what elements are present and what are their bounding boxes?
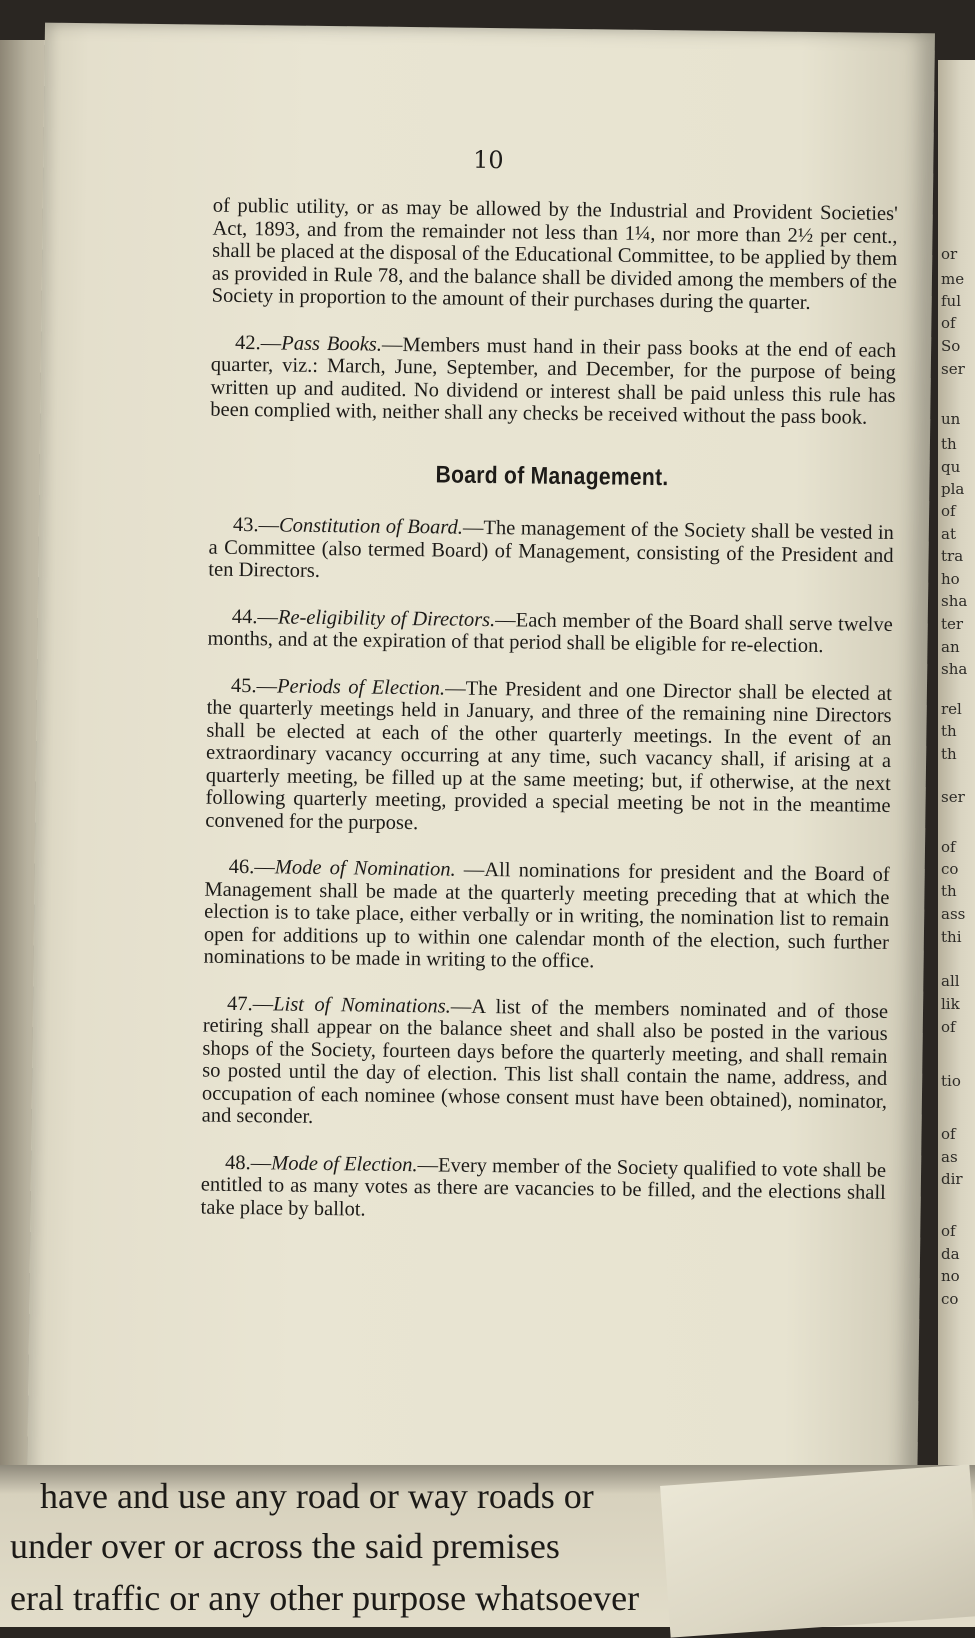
facing-page-fragment: as — [941, 1148, 958, 1166]
rule-text: —The management of the Society shall be vested in a Committee (also termed Board) of Management, consisting of the President and ten Directors. — [208, 516, 894, 582]
rule-title: Mode of Election. — [271, 1151, 418, 1176]
rule-47 — [202, 992, 889, 1135]
facing-page-fragment: dir — [941, 1170, 963, 1188]
facing-page-fragment: an — [941, 638, 960, 656]
facing-page-fragment: me — [941, 270, 965, 288]
rule-title: List of Nominations. — [273, 992, 451, 1018]
rule-42 — [210, 331, 896, 429]
rule-text: —Members must hand in their pass books at the end of each quarter, viz.: March, June, September, and December, for the purpose of being written up and audited. No dividend or interest shall be paid unless this rule has been complied with, neither shall any checks be received without the pass book. — [210, 333, 897, 429]
rule-text: —Every member of the Society qualified to vote shall be entitled to as many votes as there are vacancies to be filled, and the elections shall take place by ballot. — [200, 1153, 887, 1221]
facing-page-fragment: thi — [941, 928, 962, 946]
rule-text: —Each member of the Board shall serve twelve months, and at the expiration of that period shall be eligible for re-election. — [207, 608, 893, 658]
rule-title: Pass Books. — [281, 331, 383, 356]
facing-page-fragment: tra — [941, 547, 964, 565]
rule-number: 45.— — [230, 674, 278, 697]
facing-page-fragment: ass — [941, 905, 966, 923]
facing-page-fragment: ful — [941, 292, 962, 310]
rule-text: —The President and one Director shall be elected at the quarterly meetings held in January, and three of the remaining nine Directors shall be elected at each of the other quarterly meetings. In the event of an extraordinary vacancy occurring at any time, such vacancy shall, if arising at a quarterly meeting, be filled up at the same meeting; but, if otherwise, at the next following quarterly meeting, provided a special meeting be not in the meantime convened for the purpose. — [205, 677, 893, 834]
underlying-line-1: have and use any road or way roads or — [40, 1476, 594, 1516]
rule-number: 47.— — [226, 992, 274, 1015]
rule-number: 48.— — [224, 1151, 272, 1174]
facing-page-fragment: at — [941, 525, 956, 543]
rule-number: 42.— — [235, 331, 282, 354]
facing-page-fragment: co — [941, 1290, 959, 1308]
rule-text: —A list of the members nominated and of those retiring shall appear on the balance sheet and shall also be posted in the various shops of the Society, fourteen days before the quarterly meeting, and shall remain so posted until the day of election. This list shall contain the name, address, and occupation of each nominee (whose consent must have been obtained), nominator, and seconder. — [201, 995, 889, 1128]
facing-page-fragment: da — [941, 1245, 960, 1263]
rule-43 — [208, 514, 894, 590]
rule-title: Mode of Nomination. — [274, 856, 456, 881]
rule-48 — [200, 1151, 886, 1227]
rule-title: Constitution of Board. — [278, 514, 464, 539]
facing-page-fragment: th — [941, 435, 957, 453]
facing-page-fragment: ser — [941, 360, 965, 378]
rule-text: —All nominations for president and the Board of Management shall be made at the quarterly meeting preceding that at which the election is to take place, either verbally or in writing, the nomination list to remain open for additions up to within one calendar month of the election, such further nominations to be made in writing to the office. — [203, 858, 890, 973]
facing-page-fragment: th — [941, 745, 957, 763]
book-page — [27, 23, 935, 1524]
underlying-line-2: under over or across the said premises — [10, 1526, 560, 1566]
facing-page-fragment: th — [941, 722, 957, 740]
rule-number: 44.— — [231, 605, 279, 628]
underlying-line-3: eral traffic or any other purpose whatsoever — [10, 1578, 640, 1618]
facing-page-fragment: of — [941, 1222, 956, 1240]
facing-page-fragment: ho — [941, 570, 960, 588]
facing-page-fragment: rel — [941, 700, 962, 718]
page-text — [200, 195, 898, 1251]
facing-page-fragment: un — [941, 410, 961, 428]
facing-page-fragment: sha — [941, 660, 968, 678]
paper-scrap — [660, 1464, 975, 1637]
rule-title: Re-eligibility of Directors. — [277, 605, 496, 631]
paragraph-41-continued: of public utility, or as may be allowed by the Industrial and Provident Societies' Act, 1893, and from the remainder not less than 1¼, nor more than 2½ per cent., shall be placed at the disposal of the Educational Committee, to be applied by them as provided in Rule 78, and the balance shall be divided among the members of the Society in proportion to the amount of their purchases during the quarter. — [211, 194, 898, 314]
rule-44 — [207, 605, 892, 658]
facing-page-edge — [938, 60, 975, 1480]
facing-page-fragment: pla — [941, 480, 965, 498]
facing-page-fragment: all — [941, 972, 960, 990]
facing-page-fragment: of — [941, 502, 956, 520]
facing-page-fragment: ter — [941, 615, 964, 633]
facing-page-fragment: lik — [941, 995, 960, 1013]
facing-page-fragment: So — [941, 337, 961, 355]
facing-page-fragment: tio — [941, 1072, 961, 1090]
rule-title: Periods of Election. — [276, 674, 446, 700]
rules-list — [200, 514, 894, 1227]
facing-page-fragment: sha — [941, 592, 968, 610]
rule-number: 43.— — [232, 513, 280, 537]
section-heading: Board of Management. — [435, 460, 669, 491]
facing-page-fragment: of — [941, 1018, 956, 1036]
facing-page-fragment: ser — [941, 788, 965, 806]
facing-page-fragment: no — [941, 1267, 960, 1285]
rule-number: 46.— — [228, 855, 275, 879]
facing-page-fragment: co — [941, 860, 959, 878]
facing-page-fragment: of — [941, 1125, 956, 1143]
facing-page-fragment: qu — [941, 458, 961, 476]
facing-page-fragment: of — [941, 838, 956, 856]
facing-page-fragment: or — [941, 245, 958, 263]
facing-page-fragment: th — [941, 882, 957, 900]
facing-page-fragment: of — [941, 314, 956, 332]
rule-46 — [203, 856, 889, 977]
page-number: 10 — [472, 145, 504, 175]
rule-45 — [205, 674, 892, 840]
